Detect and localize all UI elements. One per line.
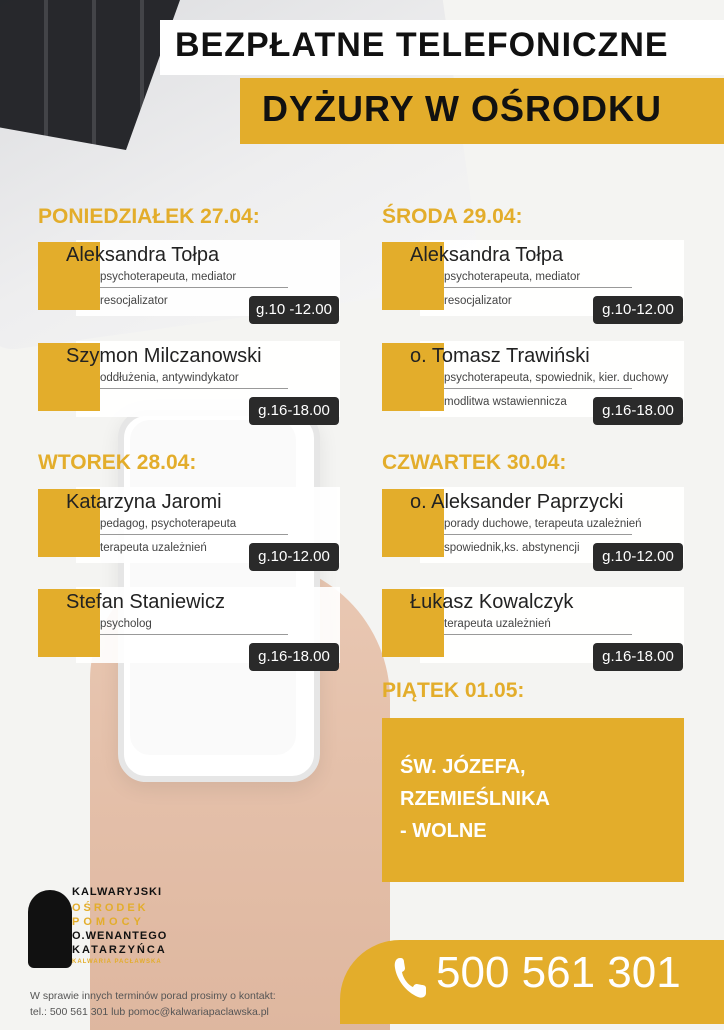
- logo-text-line4: O.WENANTEGO: [72, 930, 168, 942]
- holiday-text-line3: - WOLNE: [400, 820, 487, 842]
- time-badge: g.16-18.00: [593, 397, 683, 425]
- divider: [100, 634, 288, 635]
- day-heading-thursday: CZWARTEK 30.04:: [382, 451, 567, 474]
- portrait-silhouette-icon: [28, 890, 72, 968]
- phone-number[interactable]: 500 561 301: [436, 948, 681, 997]
- person-role-extra: modlitwa wstawiennicza: [444, 396, 567, 408]
- person-name: o. Aleksander Paprzycki: [410, 491, 624, 513]
- divider: [444, 534, 632, 535]
- logo-text-line6: KALWARIA PACŁAWSKA: [72, 959, 162, 965]
- page-title-line2: DYŻURY W OŚRODKU: [262, 88, 663, 129]
- person-role-extra: resocjalizator: [100, 295, 168, 307]
- person-name: o. Tomasz Trawiński: [410, 345, 590, 367]
- person-role: psychoterapeuta, mediator: [100, 271, 237, 283]
- divider: [444, 287, 632, 288]
- person-name: Łukasz Kowalczyk: [410, 591, 574, 613]
- holiday-text-line2: RZEMIEŚLNIKA: [400, 788, 550, 810]
- duty-card: [382, 487, 682, 567]
- footer-contact[interactable]: tel.: 500 561 301 lub pomoc@kalwariapaclawska.pl: [30, 1006, 269, 1018]
- time-badge: g.10-12.00: [593, 543, 683, 571]
- divider: [444, 388, 632, 389]
- person-role: porady duchowe, terapeuta uzależnień: [444, 518, 642, 530]
- day-heading-wednesday: ŚRODA 29.04:: [382, 205, 523, 228]
- duty-card: [382, 341, 682, 421]
- organization-logo: [28, 880, 198, 970]
- holiday-box: [382, 718, 684, 882]
- person-name: Stefan Staniewicz: [66, 591, 225, 613]
- day-heading-tuesday: WTOREK 28.04:: [38, 451, 197, 474]
- person-name: Aleksandra Tołpa: [66, 244, 220, 266]
- person-name: Szymon Milczanowski: [66, 345, 262, 367]
- person-role-extra: terapeuta uzależnień: [100, 542, 207, 554]
- divider: [444, 634, 632, 635]
- duty-card: [38, 487, 338, 567]
- holiday-text-line1: ŚW. JÓZEFA,: [400, 756, 526, 778]
- logo-text-line3: POMOCY: [72, 916, 145, 928]
- duty-card: [38, 240, 338, 320]
- person-role: terapeuta uzależnień: [444, 618, 551, 630]
- person-role: psychoterapeuta, mediator: [444, 271, 581, 283]
- divider: [100, 287, 288, 288]
- time-badge: g.10 -12.00: [249, 296, 339, 324]
- duty-card: [382, 587, 682, 667]
- duty-card: [382, 240, 682, 320]
- divider: [100, 534, 288, 535]
- time-badge: g.10-12.00: [249, 543, 339, 571]
- person-role: psycholog: [100, 618, 152, 630]
- person-name: Aleksandra Tołpa: [410, 244, 564, 266]
- footer-note: W sprawie innych terminów porad prosimy o kontakt:: [30, 990, 276, 1002]
- person-name: Katarzyna Jaromi: [66, 491, 222, 513]
- time-badge: g.16-18.00: [249, 397, 339, 425]
- day-heading-friday: PIĄTEK 01.05:: [382, 679, 525, 702]
- time-badge: g.16-18.00: [593, 643, 683, 671]
- person-role: pedagog, psychoterapeuta: [100, 518, 237, 530]
- page-title-line1: BEZPŁATNE TELEFONICZNE: [175, 26, 669, 64]
- person-role-extra: resocjalizator: [444, 295, 512, 307]
- person-role-extra: spowiednik,ks. abstynencji: [444, 542, 580, 554]
- logo-text-line5: KATARZYŃCA: [72, 944, 167, 956]
- phone-icon: [392, 956, 428, 1000]
- logo-text-line2: OŚRODEK: [72, 902, 149, 914]
- person-role: psychoterapeuta, spowiednik, kier. duchowy: [444, 372, 669, 384]
- time-badge: g.16-18.00: [249, 643, 339, 671]
- duty-card: [38, 587, 338, 667]
- divider: [100, 388, 288, 389]
- duty-card: [38, 341, 338, 421]
- logo-text-line1: KALWARYJSKI: [72, 886, 163, 898]
- time-badge: g.10-12.00: [593, 296, 683, 324]
- person-role: oddłużenia, antywindykator: [100, 372, 239, 384]
- day-heading-monday: PONIEDZIAŁEK 27.04:: [38, 205, 260, 228]
